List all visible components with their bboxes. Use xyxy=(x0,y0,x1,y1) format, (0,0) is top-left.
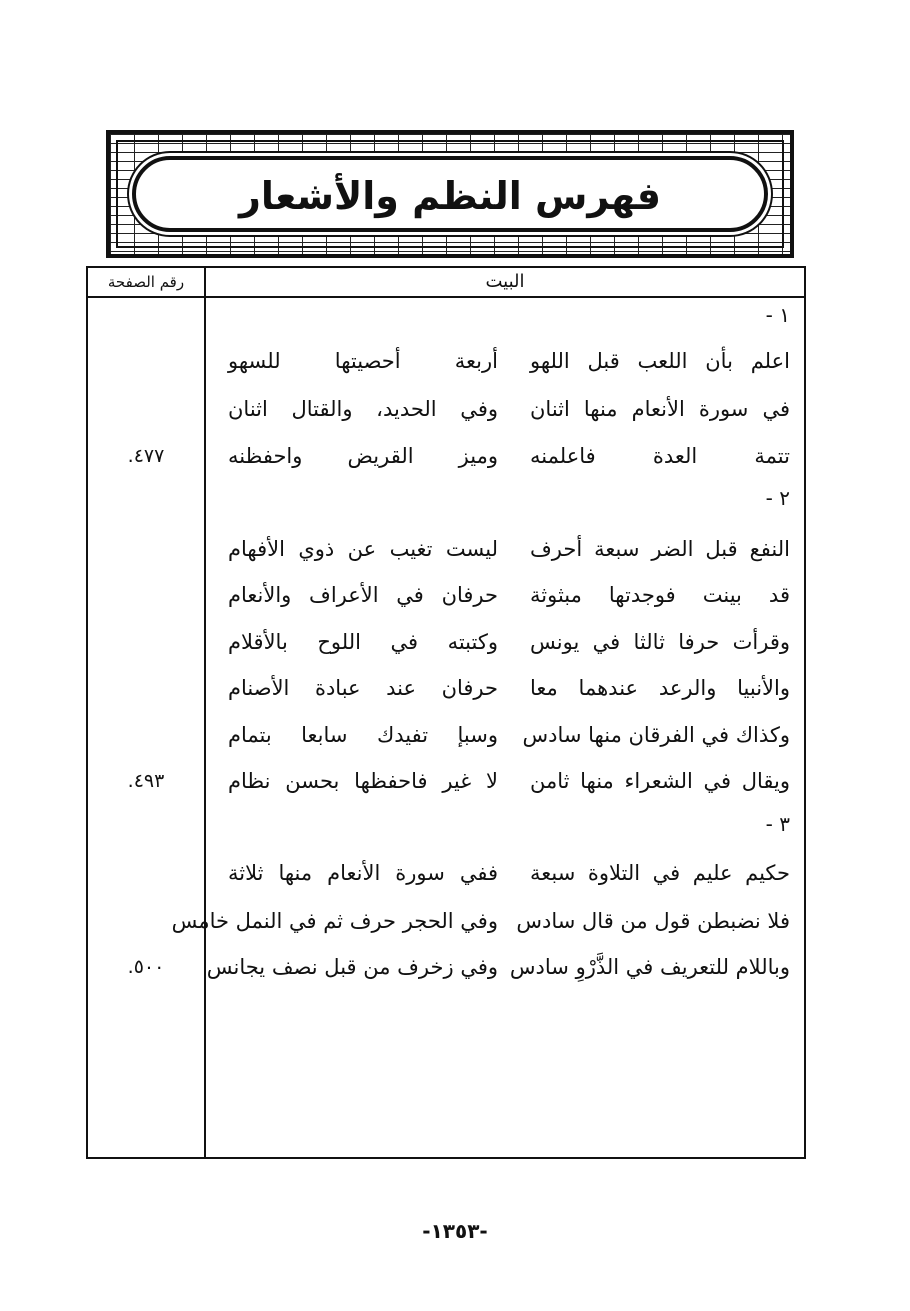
verse-left-hemistich: حرفان عند عبادة الأصنام xyxy=(228,676,498,700)
header-page-number: رقم الصفحة xyxy=(107,273,185,291)
verse-left-hemistich: أربعة أحصيتها للسهو xyxy=(228,349,498,373)
group-number: ٣ - xyxy=(765,812,790,836)
page-reference: ٤٩٣. xyxy=(127,770,165,792)
verse-left-hemistich: وسبإ تفيدك سابعا بتمام xyxy=(228,723,498,747)
title-banner xyxy=(106,130,794,258)
verse-left-hemistich: ففي سورة الأنعام منها ثلاثة xyxy=(228,861,498,885)
verse-right-hemistich: في سورة الأنعام منها اثنان xyxy=(530,397,790,421)
verse-right-hemistich: والأنبيا والرعد عندهما معا xyxy=(530,676,790,700)
verse-right-hemistich: اعلم بأن اللعب قبل اللهو xyxy=(530,349,790,373)
verse-left-hemistich: ليست تغيب عن ذوي الأفهام xyxy=(228,537,498,561)
verse-left-hemistich: وفي الحديد، والقتال اثنان xyxy=(228,397,498,421)
verse-right-hemistich: قد بينت فوجدتها مبثوثة xyxy=(530,583,790,607)
verse-right-hemistich: وباللام للتعريف في الذَّرْوِ سادس xyxy=(509,955,790,979)
index-table xyxy=(86,266,806,1159)
verse-left-hemistich: وفي الحجر حرف ثم في النمل خامس xyxy=(171,909,498,933)
banner-oval xyxy=(132,156,768,232)
verse-right-hemistich: فلا نضبطن قول من قال سادس xyxy=(516,909,790,933)
column-divider xyxy=(204,268,206,1157)
verse-right-hemistich: وكذاك في الفرقان منها سادس xyxy=(522,723,790,747)
page-reference: ٤٧٧. xyxy=(127,445,165,467)
header-divider xyxy=(88,296,804,298)
verse-left-hemistich: وميز القريض واحفظنه xyxy=(228,444,498,468)
verse-right-hemistich: تتمة العدة فاعلمنه xyxy=(530,444,790,468)
verse-left-hemistich: لا غير فاحفظها بحسن نظام xyxy=(228,769,498,793)
verse-right-hemistich: وقرأت حرفا ثالثا في يونس xyxy=(530,630,790,654)
page-title: فهرس النظم والأشعار xyxy=(238,174,662,218)
header-verse: البيت xyxy=(485,271,525,292)
verse-right-hemistich: حكيم عليم في التلاوة سبعة xyxy=(530,861,790,885)
page-reference: ٥٠٠. xyxy=(127,956,165,978)
verse-left-hemistich: حرفان في الأعراف والأنعام xyxy=(228,583,498,607)
group-number: ١ - xyxy=(765,303,790,327)
verse-left-hemistich: وكتبته في اللوح بالأقلام xyxy=(228,630,498,654)
verse-right-hemistich: النفع قبل الضر سبعة أحرف xyxy=(530,537,790,561)
verse-right-hemistich: ويقال في الشعراء منها ثامن xyxy=(530,769,790,793)
verse-left-hemistich: وفي زخرف من قبل نصف يجانس xyxy=(206,955,498,979)
group-number: ٢ - xyxy=(765,486,790,510)
footer-page-number: -١٣٥٣- xyxy=(422,1219,488,1243)
